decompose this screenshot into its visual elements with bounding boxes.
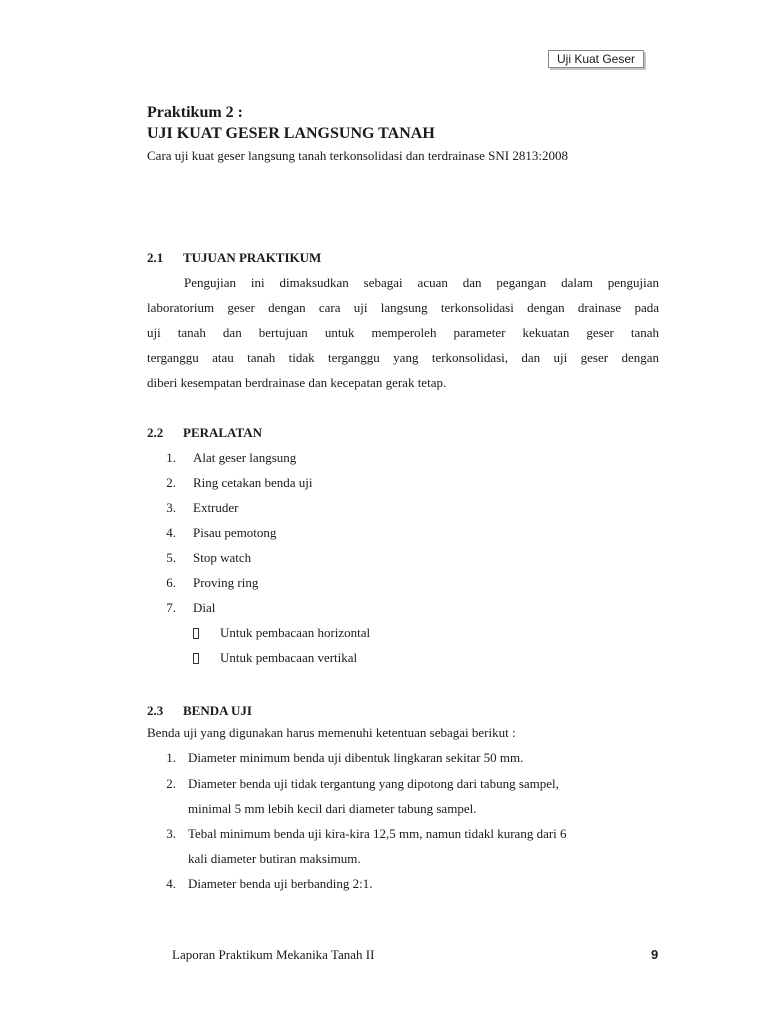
tujuan-paragraph [147,270,659,395]
list-number: 3. [166,826,176,841]
practicum-title: UJI KUAT GESER LANGSUNG TANAH [147,125,435,142]
section-heading-peralatan [147,425,262,441]
list-number: 1. [166,750,176,765]
square-bullet-icon [193,653,199,664]
list-number: 7. [166,600,176,615]
section-title: BENDA UJI [183,703,252,718]
section-heading-benda-uji [147,703,252,719]
sub-list-text: Untuk pembacaan horizontal [220,625,371,640]
list-number: 2. [166,776,176,791]
practicum-subtitle: Cara uji kuat geser langsung tanah terkonsolidasi dan terdrainase SNI 2813:2008 [147,148,568,163]
list-text-continued: kali diameter butiran maksimum. [188,851,361,866]
list-text: Ring cetakan benda uji [193,475,313,490]
paragraph-line: Pengujian ini dimaksudkan sebagai acuan dan pegangan dalam pengujian [184,275,659,290]
list-text: Diameter benda uji tidak tergantung yang dipotong dari tabung sampel, [188,776,559,791]
header-tag: Uji Kuat Geser [548,50,644,68]
list-text: Alat geser langsung [193,450,297,465]
benda-uji-intro: Benda uji yang digunakan harus memenuhi ketentuan sebagai berikut : [147,725,516,740]
paragraph-line: diberi kesempatan berdrainase dan kecepatan gerak tetap. [147,375,447,390]
list-text: Stop watch [193,550,252,565]
list-text: Diameter minimum benda uji dibentuk lingkaran sekitar 50 mm. [188,750,524,765]
footer-report-title: Laporan Praktikum Mekanika Tanah II [172,947,375,962]
list-number: 5. [166,550,176,565]
list-number: 6. [166,575,176,590]
list-number: 4. [166,876,176,891]
list-text: Extruder [193,500,239,515]
section-number: 2.2 [147,425,164,440]
paragraph-line: uji tanah dan bertujuan untuk memperoleh parameter kekuatan geser tanah [147,325,659,340]
square-bullet-icon [193,628,199,639]
sub-list-text: Untuk pembacaan vertikal [220,650,358,665]
list-number: 2. [166,475,176,490]
list-number: 4. [166,525,176,540]
list-text: Pisau pemotong [193,525,277,540]
list-number: 1. [166,450,176,465]
section-heading-tujuan [147,250,321,266]
page-number: 9 [651,947,659,962]
paragraph-line: laboratorium geser dengan cara uji langsung terkonsolidasi dengan drainase pada [147,300,659,315]
list-text-continued: minimal 5 mm lebih kecil dari diameter tabung sampel. [188,801,477,816]
section-title: TUJUAN PRAKTIKUM [183,250,322,265]
paragraph-line: terganggu atau tanah tidak terganggu yang terkonsolidasi, dan uji geser dengan [147,350,659,365]
list-text: Proving ring [193,575,259,590]
section-title: PERALATAN [183,425,262,440]
section-number: 2.3 [147,703,164,718]
list-text: Dial [193,600,216,615]
list-text: Tebal minimum benda uji kira-kira 12,5 mm, namun tidakl kurang dari 6 [188,826,567,841]
list-number: 3. [166,500,176,515]
practicum-number: Praktikum 2 : [147,104,243,121]
list-text: Diameter benda uji berbanding 2:1. [188,876,373,891]
section-number: 2.1 [147,250,164,265]
